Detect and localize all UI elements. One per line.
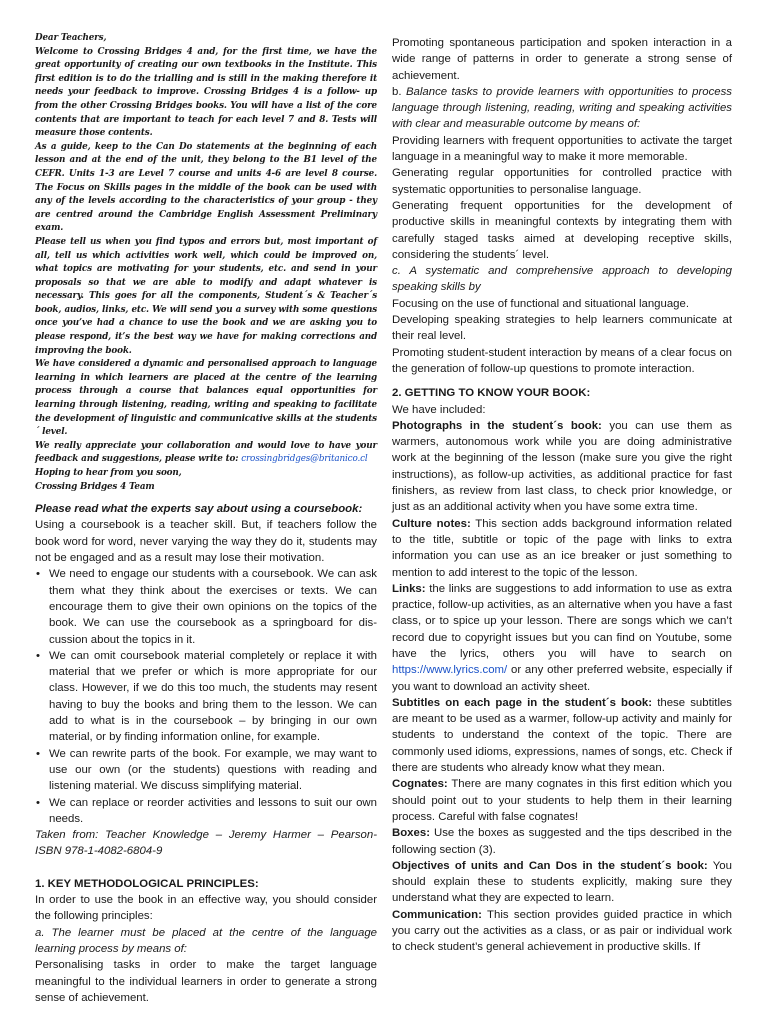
- boxes-paragraph: [392, 825, 732, 858]
- principle-c-point-2: Developing speaking strategies to help learners communicate at their real level.: [392, 314, 732, 343]
- links-paragraph: [392, 581, 732, 695]
- contact-email-link[interactable]: crossingbridges@britanico.cl: [241, 454, 368, 465]
- principle-c-point-1: Focusing on the use of functional and situational language.: [392, 297, 690, 310]
- subtitles-text: these subtitles are meant to be used as a warmer, follow-up activity and mainly for students to understand the context of the topic. There are commonly used idioms, expressions, names of songs, etc. Check if there are students who already know what they mean.: [392, 696, 733, 775]
- cognates-text: There are many cognates in this first edition which you should point out to your students to help them in their learning process. Careful with false cognates!: [392, 778, 732, 823]
- photographs-text: you can use them as warmers, autonomous work while you are doing administrative work at the beginning of the lesson (make sure you give the right instructions), as follow-up activities, as additional practice for fast finishers, as review from last class, to check prior knowledge, or just as an additional activity when you have some extra time.: [392, 419, 732, 514]
- objectives-text: You should explain these to students explicitly, making sure they understand what they are expected to learn.: [392, 859, 732, 905]
- letter-paragraph-3: Please tell us when you find typos and errors but, most important of all, tell us which activities work well, which could be improved on, what topics are motivating for your students, etc. and send in your proposals so that we are able to modify and adapt whatever is necessary. This goes for all the components, Student´s & Teacher´s book, audios, links, etc. We will send you a survey with some questions once you’ve had a chance to use the book and we are asking you to please respond, it’s the best way we have for making corrections and improving the book.: [35, 236, 377, 356]
- links-text-2: or any other preferred website, especially if you want to download an activity sheet.: [392, 664, 732, 693]
- culture-notes-paragraph: [392, 516, 732, 581]
- welcome-letter: [35, 32, 377, 494]
- principle-b-point-1: Providing learners with frequent opportunities to activate the target language in a meaningful way to make it more memorable.: [392, 134, 732, 164]
- culture-notes-label: Culture notes:: [392, 517, 471, 530]
- boxes-text: Use the boxes as suggested and the tips described in the following section (3).: [392, 827, 732, 856]
- cognates-label: Cognates:: [392, 778, 448, 791]
- photographs-label: Photographs in the student´s book:: [392, 419, 602, 432]
- principle-b-point-3: Generating frequent opportunities for the development of productive skills in meaningful contexts by integrating them with carefully staged tasks aimed at developing receptive skills, considering the students´ level.: [392, 199, 732, 261]
- spacer: [392, 377, 732, 385]
- boxes-label: Boxes:: [392, 827, 430, 840]
- principle-c-heading: c. A systematic and comprehensive approach to developing speaking skills by: [392, 265, 732, 294]
- letter-closing: Hoping to hear from you soon,: [35, 468, 182, 478]
- communication-paragraph: [392, 907, 732, 956]
- principle-b-prefix: b.: [392, 85, 406, 98]
- letter-paragraph-4: We have considered a dynamic and personalised approach to language learning in which learners are placed at the centre of the learning process through a course that balances equal opportunities for learning through listening, reading, writing and speaking to facilitate the development of linguistic and communicative skills at the students´ level.: [35, 359, 377, 438]
- list-item: • We can omit coursebook material completely or replace it with material that we prefer or which is more appropriate for our class. However, if we do this too much, the students may resent having to buy the books and bring them to the lesson. We can add to what is in the coursebook – by bringing in our own material, or by finding information online, for example.: [49, 648, 377, 746]
- list-item: • We need to engage our students with a coursebook. We can ask them what they think about the exercises or texts. We can encourage them to give their own opinions on the topics of the book. We can use the coursebook as a springboard for dis-cussion about the topics in it.: [49, 566, 377, 647]
- list-item: • We can replace or reorder activities and lessons to suit our own needs.: [49, 795, 377, 828]
- section-2-intro: We have included:: [392, 403, 486, 416]
- principle-b-point-2: Generating regular opportunities for controlled practice with systematic opportunities to personalise language.: [392, 167, 732, 196]
- spacer: [35, 860, 377, 876]
- communication-label: Communication:: [392, 908, 482, 921]
- lyrics-url-link[interactable]: https://www.lyrics.com/: [392, 664, 508, 677]
- subtitles-paragraph: [392, 695, 732, 776]
- section-2-heading: 2. GETTING TO KNOW YOUR BOOK:: [392, 387, 591, 400]
- principle-a-point-1: Personalising tasks in order to make the target language meaningful to the individual learners in order to generate a strong sense of achievement.: [35, 959, 377, 1004]
- cognates-paragraph: [392, 776, 732, 825]
- right-column: [392, 35, 732, 956]
- list-item: • We can rewrite parts of the book. For example, we may want to use our own (or the students) questions with reading and listening material. We discuss simplifying material.: [49, 746, 377, 795]
- principle-b-heading: [392, 84, 732, 133]
- objectives-label: Objectives of units and Can Dos in the student´s book:: [392, 859, 708, 872]
- experts-source: Taken from: Teacher Knowledge – Jeremy Harmer – Pearson- ISBN 978-1-4082-6804-9: [35, 829, 377, 858]
- letter-signature: Crossing Bridges 4 Team: [35, 481, 155, 492]
- letter-salutation: Dear Teachers,: [35, 33, 107, 43]
- experts-intro: Using a coursebook is a teacher skill. But, if teachers follow the book word for word, never varying the way they do it, students may not be engaged and as a result may lose their motivation.: [35, 519, 377, 565]
- principle-b-heading-text: Balance tasks to provide learners with opportunities to process language through listening, reading, writing and speaking activities with clear and measurable outcome by means of:: [392, 85, 732, 131]
- objectives-paragraph: [392, 858, 732, 907]
- section-1-heading: 1. KEY METHODOLOGICAL PRINCIPLES:: [35, 877, 259, 890]
- experts-heading: Please read what the experts say about using a coursebook:: [35, 503, 363, 516]
- letter-paragraph-2: As a guide, keep to the Can Do statements at the beginning of each lesson and at the end of the unit, they belong to the B1 level of the CEFR. Units 1-3 are Level 7 course and units 4-6 are level 8 course. The Focus on Skills pages in the middle of the book can be used with any of the levels according to the characteristics of your group - they are centred around the Cambridge English Assessment Preliminary exam.: [35, 141, 377, 234]
- left-column: [35, 32, 377, 1006]
- letter-paragraph-1: Welcome to Crossing Bridges 4 and, for the first time, we have the great opportunity of creating our own textbooks in the Institute. This first edition is to do the trialling and is still in the making therefore it needs your feedback to improve. Crossing Bridges 4 is a follow- up from the other Crossing Bridges books. You will have a list of the core contents that are important to teach for each level 7 and 8. Tests will measure those contents.: [35, 46, 377, 139]
- section-1-intro: In order to use the book in an effective way, you should consider the following principles:: [35, 894, 377, 923]
- subtitles-label: Subtitles on each page in the student´s book:: [392, 696, 653, 709]
- letter-paragraph-5: [35, 440, 377, 467]
- links-label: Links:: [392, 582, 426, 595]
- communication-text: This section provides guided practice in which you carry out the activities as a class, or as pair or individual work to check student’s general achievement in productive skills. If: [392, 908, 732, 954]
- principle-a-point-2: Promoting spontaneous participation and spoken interaction in a wide range of patterns in order to generate a strong sense of achievement.: [392, 37, 732, 82]
- links-text: the links are suggestions to add information to use as extra practice, follow-up activities, as an alternative when you have a fast class, or to spice up your lesson. There are songs which we can’t record due to copyright issues but you can find on Youtube, some have the lyrics, others you will have to search on: [392, 582, 732, 660]
- experts-bullet-list: [35, 566, 377, 827]
- principle-a-heading: a. The learner must be placed at the centre of the language learning process by means of:: [35, 926, 377, 955]
- photographs-paragraph: [392, 418, 732, 516]
- letter-feedback-text: We really appreciate your collaboration and would love to have your feedback and suggestions, please write to:: [35, 440, 377, 465]
- culture-notes-text: This section adds background information related to the title, subtitle or topic of the page with links to extra information you can use as an ice breaker or just something to mention to add interest to the topic of the lesson.: [392, 517, 732, 579]
- principle-c-point-3: Promoting student-student interaction by means of a clear focus on the generation of follow-up questions to promote interaction.: [392, 346, 732, 375]
